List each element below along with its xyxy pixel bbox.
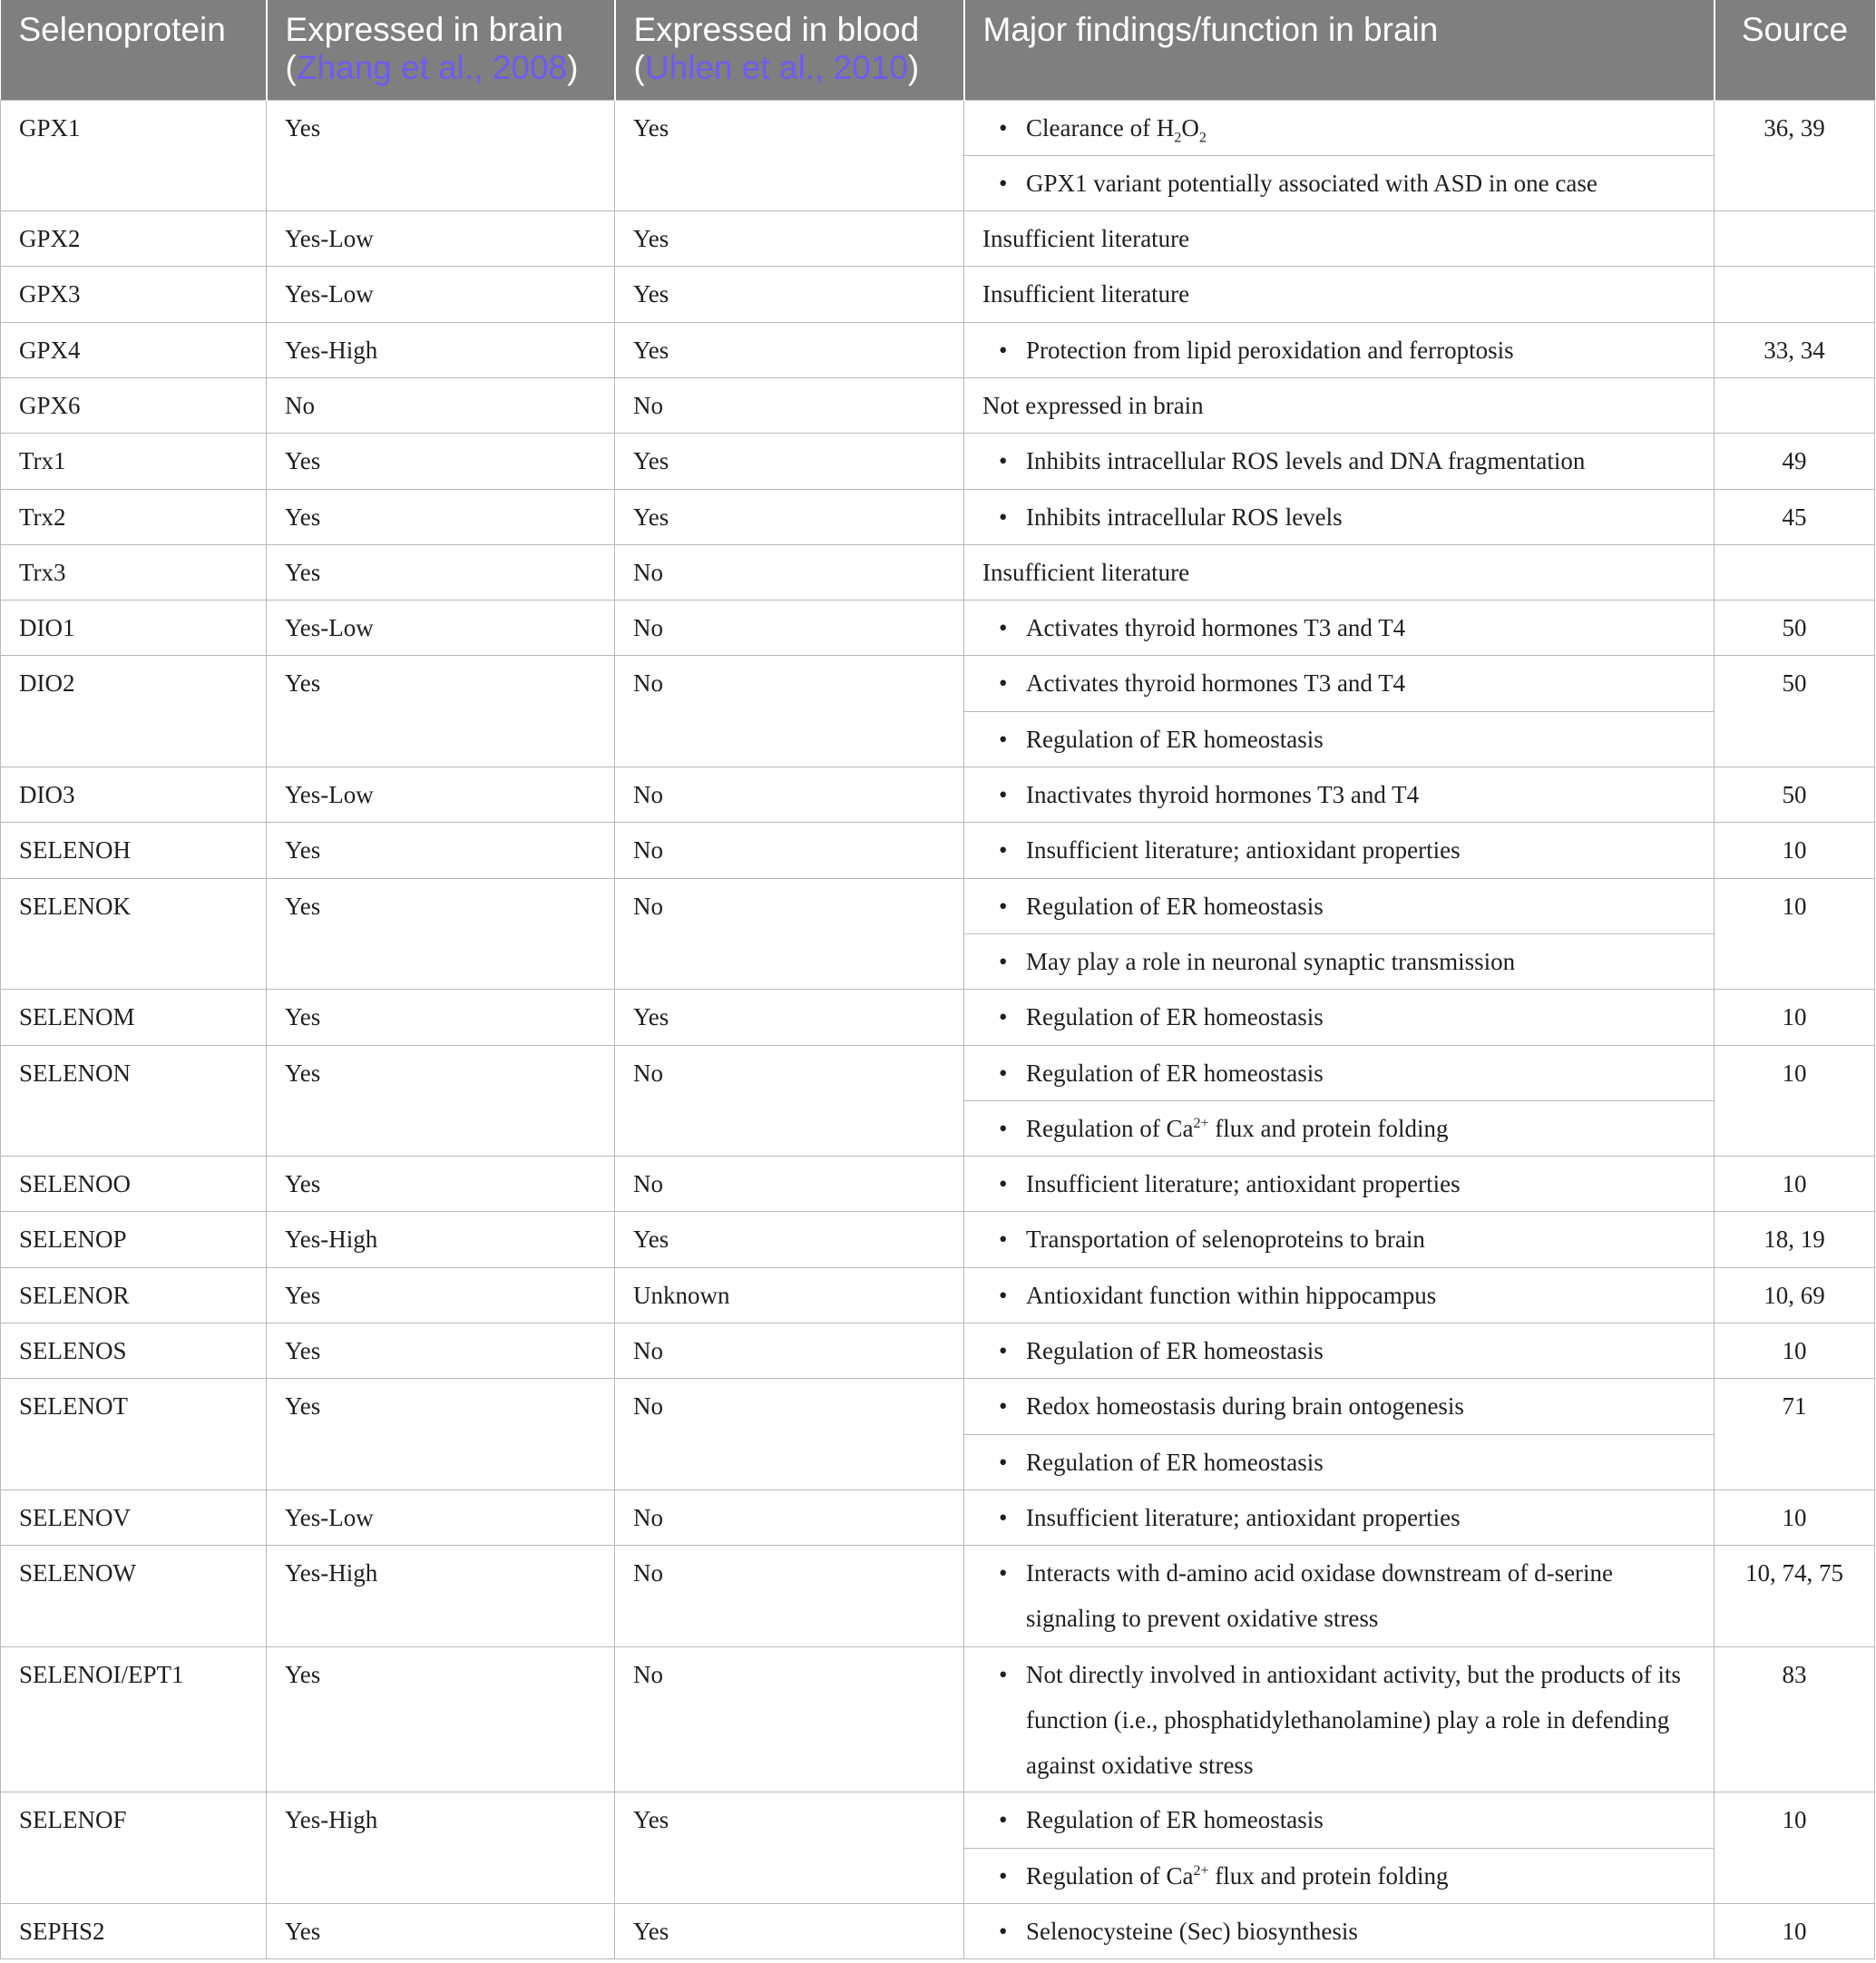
table-row bbox=[1, 1045, 1875, 1100]
cell-source: 10 bbox=[1715, 1323, 1875, 1379]
function-text: Regulation of ER homeostasis bbox=[1026, 1059, 1324, 1087]
function-text: Clearance of H bbox=[1026, 113, 1175, 142]
cell-protein: SEPHS2 bbox=[1, 1903, 267, 1958]
cell-function bbox=[964, 601, 1715, 656]
cell-function: Insufficient literature bbox=[964, 211, 1715, 267]
function-text: Inactivates thyroid hormones T3 and T4 bbox=[1026, 781, 1420, 809]
bullet: • bbox=[999, 669, 1008, 698]
bullet: • bbox=[999, 336, 1008, 364]
function-text: O bbox=[1181, 113, 1199, 142]
cell-brain: Yes bbox=[267, 100, 615, 211]
cell-brain: Yes bbox=[267, 656, 615, 767]
subscript: 2 bbox=[1174, 129, 1182, 145]
function-text: Interacts with d-amino acid oxidase downstream of d-serine signaling to prevent oxidative stress bbox=[1026, 1559, 1614, 1633]
cell-brain: Yes bbox=[267, 544, 615, 600]
cell-source: 36, 39 bbox=[1715, 100, 1875, 211]
bullet: • bbox=[999, 1806, 1008, 1834]
table-row bbox=[1, 990, 1875, 1045]
table-row bbox=[1, 544, 1875, 600]
cell-blood: Yes bbox=[615, 1903, 964, 1958]
header-selenoprotein: Selenoprotein bbox=[1, 0, 267, 100]
cell-brain: Yes-Low bbox=[267, 1489, 615, 1545]
function-text: Transportation of selenoproteins to brain bbox=[1026, 1226, 1425, 1254]
bullet: • bbox=[999, 1917, 1008, 1945]
function-text: Regulation of Ca bbox=[1026, 1114, 1194, 1142]
cell-blood: No bbox=[615, 601, 964, 656]
table-row bbox=[1, 1792, 1875, 1848]
cell-function bbox=[964, 1212, 1715, 1267]
paren: ) bbox=[567, 49, 579, 86]
table-row bbox=[1, 267, 1875, 322]
cell-brain: Yes bbox=[267, 1647, 615, 1792]
cell-function: Insufficient literature bbox=[964, 267, 1715, 322]
table-row bbox=[1, 434, 1875, 489]
cell-protein: SELENOM bbox=[1, 990, 267, 1045]
cell-protein: SELENOF bbox=[1, 1792, 267, 1904]
function-text: Inhibits intracellular ROS levels and DNA fragmentation bbox=[1026, 447, 1586, 475]
table-row bbox=[1, 100, 1875, 155]
citation-link-uhlen[interactable]: Uhlen et al., 2010 bbox=[644, 49, 908, 86]
cell-protein: SELENOW bbox=[1, 1546, 267, 1647]
bullet: • bbox=[999, 1337, 1008, 1365]
table-row bbox=[1, 489, 1875, 544]
cell-function bbox=[964, 322, 1715, 377]
cell-source: 10 bbox=[1715, 1792, 1875, 1904]
cell-source bbox=[1715, 544, 1875, 600]
cell-function bbox=[964, 1267, 1715, 1323]
bullet: • bbox=[999, 503, 1008, 531]
table-row bbox=[1, 211, 1875, 267]
cell-protein: Trx1 bbox=[1, 434, 267, 489]
function-text: Not directly involved in antioxidant activity, but the products of its function (i.e., phosphatidylethanolamine) play a role in defending against oxidative stress bbox=[1026, 1661, 1681, 1780]
cell-protein: DIO3 bbox=[1, 767, 267, 823]
subscript: 2 bbox=[1198, 129, 1207, 145]
cell-blood: No bbox=[615, 1647, 964, 1792]
function-text: Insufficient literature; antioxidant properties bbox=[1026, 1503, 1461, 1531]
cell-function bbox=[964, 100, 1715, 155]
cell-source bbox=[1715, 267, 1875, 322]
table-row bbox=[1, 1323, 1875, 1379]
cell-source: 10, 69 bbox=[1715, 1267, 1875, 1323]
function-text: flux and protein folding bbox=[1208, 1861, 1449, 1890]
cell-brain: No bbox=[267, 377, 615, 433]
cell-blood: No bbox=[615, 1045, 964, 1157]
cell-protein: GPX2 bbox=[1, 211, 267, 267]
cell-brain: Yes bbox=[267, 1323, 615, 1379]
table-row bbox=[1, 1157, 1875, 1212]
cell-brain: Yes bbox=[267, 823, 615, 878]
cell-protein: SELENOV bbox=[1, 1489, 267, 1545]
citation-link-zhang[interactable]: Zhang et al., 2008 bbox=[296, 49, 568, 86]
bullet-item bbox=[1001, 1550, 1695, 1641]
cell-protein: GPX4 bbox=[1, 322, 267, 377]
cell-source: 10 bbox=[1715, 823, 1875, 878]
cell-brain: Yes bbox=[267, 1045, 615, 1157]
cell-blood: Yes bbox=[615, 100, 964, 211]
cell-brain: Yes-High bbox=[267, 1212, 615, 1267]
cell-function bbox=[964, 656, 1715, 711]
bullet: • bbox=[999, 1059, 1008, 1087]
cell-brain: Yes bbox=[267, 1157, 615, 1212]
table-row bbox=[1, 377, 1875, 433]
cell-source: 18, 19 bbox=[1715, 1212, 1875, 1267]
cell-function bbox=[964, 1379, 1715, 1434]
bullet: • bbox=[999, 781, 1008, 809]
cell-protein: SELENOK bbox=[1, 878, 267, 990]
cell-blood: No bbox=[615, 1379, 964, 1490]
cell-protein: DIO2 bbox=[1, 656, 267, 767]
table-row bbox=[1, 1379, 1875, 1434]
cell-blood: No bbox=[615, 656, 964, 767]
table-row bbox=[1, 1212, 1875, 1267]
cell-brain: Yes bbox=[267, 990, 615, 1045]
cell-brain: Yes bbox=[267, 434, 615, 489]
cell-function bbox=[964, 1045, 1715, 1100]
bullet: • bbox=[999, 1281, 1008, 1309]
cell-function bbox=[964, 1434, 1715, 1489]
cell-function bbox=[964, 1792, 1715, 1848]
cell-function bbox=[964, 990, 1715, 1045]
cell-protein: Trx2 bbox=[1, 489, 267, 544]
paren: ) bbox=[907, 49, 920, 86]
cell-blood: Yes bbox=[615, 211, 964, 267]
cell-protein: SELENOP bbox=[1, 1212, 267, 1267]
bullet: • bbox=[999, 1392, 1008, 1421]
table-row bbox=[1, 656, 1875, 711]
cell-blood: No bbox=[615, 1157, 964, 1212]
function-text: Inhibits intracellular ROS levels bbox=[1026, 503, 1343, 531]
cell-function bbox=[964, 1903, 1715, 1958]
cell-brain: Yes-High bbox=[267, 1546, 615, 1647]
header-brain bbox=[267, 0, 615, 100]
cell-source: 10, 74, 75 bbox=[1715, 1546, 1875, 1647]
cell-blood: No bbox=[615, 1323, 964, 1379]
cell-source: 10 bbox=[1715, 990, 1875, 1045]
bullet: • bbox=[999, 892, 1008, 920]
cell-function bbox=[964, 1489, 1715, 1545]
table-row bbox=[1, 601, 1875, 656]
function-text: Regulation of ER homeostasis bbox=[1026, 1003, 1324, 1031]
cell-function bbox=[964, 933, 1715, 989]
header-row bbox=[1, 0, 1875, 100]
cell-protein: GPX1 bbox=[1, 100, 267, 211]
cell-function bbox=[964, 489, 1715, 544]
cell-brain: Yes bbox=[267, 489, 615, 544]
bullet: • bbox=[999, 1661, 1008, 1689]
cell-function bbox=[964, 155, 1715, 210]
cell-source: 10 bbox=[1715, 1045, 1875, 1157]
table-row bbox=[1, 1489, 1875, 1545]
function-text: Selenocysteine (Sec) biosynthesis bbox=[1026, 1917, 1358, 1945]
function-text: Regulation of Ca bbox=[1026, 1861, 1194, 1890]
cell-protein: SELENOO bbox=[1, 1157, 267, 1212]
cell-brain: Yes-High bbox=[267, 322, 615, 377]
table-row bbox=[1, 322, 1875, 377]
cell-brain: Yes-Low bbox=[267, 267, 615, 322]
cell-function: Not expressed in brain bbox=[964, 377, 1715, 433]
header-blood-label: Expressed in blood bbox=[633, 11, 920, 48]
cell-protein: Trx3 bbox=[1, 544, 267, 600]
cell-blood: Yes bbox=[615, 267, 964, 322]
bullet: • bbox=[999, 169, 1008, 197]
function-text: GPX1 variant potentially associated with ASD in one case bbox=[1026, 169, 1598, 197]
cell-blood: No bbox=[615, 1489, 964, 1545]
bullet: • bbox=[999, 447, 1008, 475]
function-text: Regulation of ER homeostasis bbox=[1026, 1806, 1324, 1834]
function-text: Regulation of ER homeostasis bbox=[1026, 892, 1324, 920]
bullet: • bbox=[999, 1114, 1008, 1142]
table-row bbox=[1, 767, 1875, 823]
function-text: Insufficient literature; antioxidant properties bbox=[1026, 1170, 1461, 1198]
cell-blood: Yes bbox=[615, 990, 964, 1045]
bullet: • bbox=[999, 725, 1008, 753]
cell-source: 83 bbox=[1715, 1647, 1875, 1792]
function-text: Insufficient literature; antioxidant properties bbox=[1026, 836, 1461, 864]
cell-source bbox=[1715, 211, 1875, 267]
cell-blood: Yes bbox=[615, 1792, 964, 1904]
cell-function bbox=[964, 1157, 1715, 1212]
cell-source: 45 bbox=[1715, 489, 1875, 544]
cell-brain: Yes-Low bbox=[267, 211, 615, 267]
superscript: 2+ bbox=[1193, 1115, 1209, 1131]
cell-brain: Yes bbox=[267, 1379, 615, 1490]
cell-source: 10 bbox=[1715, 878, 1875, 990]
cell-protein: SELENOH bbox=[1, 823, 267, 878]
bullet: • bbox=[999, 113, 1008, 142]
header-blood bbox=[615, 0, 964, 100]
function-text: Redox homeostasis during brain ontogenesis bbox=[1026, 1392, 1464, 1421]
cell-brain: Yes-Low bbox=[267, 601, 615, 656]
table-row bbox=[1, 823, 1875, 878]
table-row bbox=[1, 1903, 1875, 1958]
cell-function bbox=[964, 1848, 1715, 1903]
bullet: • bbox=[999, 1448, 1008, 1476]
paren: ( bbox=[285, 49, 297, 86]
cell-blood: Unknown bbox=[615, 1267, 964, 1323]
function-text: Regulation of ER homeostasis bbox=[1026, 725, 1324, 753]
cell-blood: No bbox=[615, 767, 964, 823]
cell-blood: No bbox=[615, 878, 964, 990]
cell-source: 49 bbox=[1715, 434, 1875, 489]
bullet: • bbox=[999, 1170, 1008, 1198]
cell-blood: No bbox=[615, 377, 964, 433]
cell-brain: Yes bbox=[267, 1267, 615, 1323]
header-source: Source bbox=[1715, 0, 1875, 100]
cell-source: 50 bbox=[1715, 767, 1875, 823]
cell-function bbox=[964, 711, 1715, 767]
cell-source: 50 bbox=[1715, 656, 1875, 767]
cell-function bbox=[964, 823, 1715, 878]
cell-protein: SELENOT bbox=[1, 1379, 267, 1490]
cell-function bbox=[964, 1647, 1715, 1792]
cell-function bbox=[964, 878, 1715, 933]
cell-protein: GPX6 bbox=[1, 377, 267, 433]
cell-blood: Yes bbox=[615, 489, 964, 544]
function-text: flux and protein folding bbox=[1208, 1114, 1449, 1142]
cell-brain: Yes-High bbox=[267, 1792, 615, 1904]
bullet: • bbox=[999, 1861, 1008, 1890]
cell-brain: Yes bbox=[267, 1903, 615, 1958]
function-text: Protection from lipid peroxidation and ferroptosis bbox=[1026, 336, 1514, 364]
header-function: Major findings/function in brain bbox=[964, 0, 1715, 100]
cell-brain: Yes-Low bbox=[267, 767, 615, 823]
table-row bbox=[1, 1546, 1875, 1647]
function-text: Regulation of ER homeostasis bbox=[1026, 1337, 1324, 1365]
cell-function bbox=[964, 1546, 1715, 1647]
cell-blood: No bbox=[615, 544, 964, 600]
function-text: May play a role in neuronal synaptic transmission bbox=[1026, 947, 1516, 975]
cell-brain: Yes bbox=[267, 878, 615, 990]
cell-source: 71 bbox=[1715, 1379, 1875, 1490]
cell-source: 10 bbox=[1715, 1157, 1875, 1212]
cell-function: Insufficient literature bbox=[964, 544, 1715, 600]
cell-blood: No bbox=[615, 1546, 964, 1647]
bullet: • bbox=[999, 836, 1008, 864]
cell-protein: SELENOI/EPT1 bbox=[1, 1647, 267, 1792]
bullet: • bbox=[999, 1226, 1008, 1254]
cell-protein: DIO1 bbox=[1, 601, 267, 656]
cell-function bbox=[964, 767, 1715, 823]
cell-protein: GPX3 bbox=[1, 267, 267, 322]
function-text: Regulation of ER homeostasis bbox=[1026, 1448, 1324, 1476]
function-text: Antioxidant function within hippocampus bbox=[1026, 1281, 1437, 1309]
superscript: 2+ bbox=[1193, 1862, 1209, 1879]
cell-protein: SELENOR bbox=[1, 1267, 267, 1323]
cell-source: 10 bbox=[1715, 1489, 1875, 1545]
cell-source: 10 bbox=[1715, 1903, 1875, 1958]
cell-protein: SELENOS bbox=[1, 1323, 267, 1379]
bullet: • bbox=[999, 1559, 1008, 1587]
cell-blood: Yes bbox=[615, 434, 964, 489]
table-row bbox=[1, 1647, 1875, 1792]
header-brain-label: Expressed in brain bbox=[285, 11, 563, 48]
bullet: • bbox=[999, 1503, 1008, 1531]
bullet-item bbox=[1001, 1652, 1695, 1788]
table-row bbox=[1, 1267, 1875, 1323]
cell-blood: Yes bbox=[615, 1212, 964, 1267]
cell-blood: No bbox=[615, 823, 964, 878]
cell-function bbox=[964, 1323, 1715, 1379]
cell-protein: SELENON bbox=[1, 1045, 267, 1157]
function-text: Activates thyroid hormones T3 and T4 bbox=[1026, 669, 1406, 698]
cell-blood: Yes bbox=[615, 322, 964, 377]
cell-function bbox=[964, 434, 1715, 489]
bullet: • bbox=[999, 1003, 1008, 1031]
bullet: • bbox=[999, 614, 1008, 642]
bullet: • bbox=[999, 947, 1008, 975]
table-row bbox=[1, 878, 1875, 933]
paren: ( bbox=[633, 49, 645, 86]
cell-function bbox=[964, 1100, 1715, 1156]
cell-source: 33, 34 bbox=[1715, 322, 1875, 377]
cell-source bbox=[1715, 377, 1875, 433]
cell-source: 50 bbox=[1715, 601, 1875, 656]
function-text: Activates thyroid hormones T3 and T4 bbox=[1026, 614, 1406, 642]
